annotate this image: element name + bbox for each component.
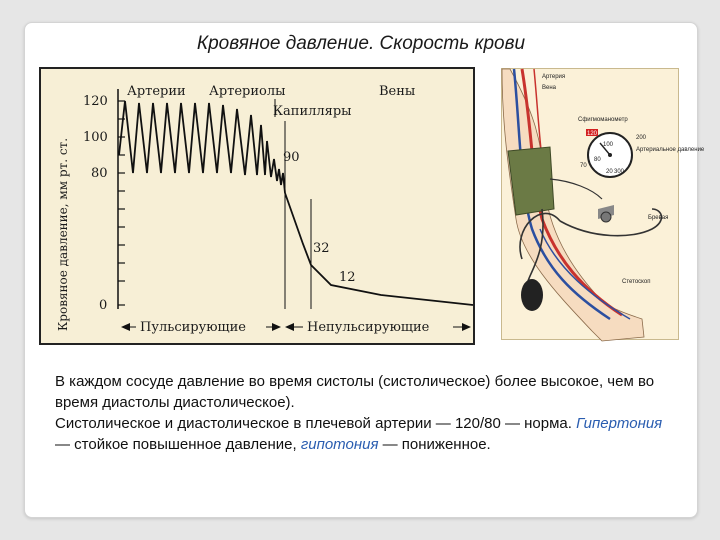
y-tick-100: 100 bbox=[83, 130, 108, 145]
point-label-12: 12 bbox=[339, 270, 356, 285]
y-tick-120: 120 bbox=[83, 94, 108, 109]
slide-title: Кровяное давление. Скорость крови bbox=[196, 33, 526, 54]
phase-label-pulsing: Пульсирующие bbox=[140, 320, 246, 335]
gauge-tick-100: 100 bbox=[603, 142, 614, 148]
label-brachial: Бревая bbox=[648, 215, 669, 221]
label-arteries: Артерии bbox=[127, 84, 186, 99]
term-hypotension: гипотония bbox=[300, 436, 379, 453]
inflation-bulb bbox=[521, 279, 543, 311]
arrow-pulsing-left-head bbox=[121, 323, 130, 331]
graph-canvas bbox=[41, 69, 477, 347]
arrow-pulsing-right-head bbox=[272, 323, 281, 331]
gauge-center bbox=[608, 153, 612, 157]
paragraph-1: В каждом сосуде давление во время систолы (систолическое) более высокое, чем во время диастолы диастолическое). bbox=[55, 373, 655, 411]
gauge-tube bbox=[550, 179, 602, 199]
paragraph-2 bbox=[55, 413, 675, 455]
slide bbox=[24, 22, 705, 518]
description-text bbox=[55, 371, 675, 455]
pressure-curve-pulsing bbox=[119, 101, 285, 193]
gauge-tick-20: 20 bbox=[606, 169, 613, 175]
y-tick-80: 80 bbox=[91, 166, 108, 181]
point-label-32: 32 bbox=[313, 241, 330, 256]
label-stethoscope: Стетоскоп bbox=[622, 279, 651, 285]
label-veins: Вены bbox=[379, 84, 416, 99]
gauge-tick-70: 70 bbox=[580, 163, 587, 169]
label-vein: Вена bbox=[542, 85, 556, 91]
paragraph-2-part-c: — пониженное. bbox=[378, 436, 491, 453]
paragraph-2-part-a: Систолическое и диастолическое в плечевой артерии — 120/80 — норма. bbox=[55, 415, 577, 432]
gauge-tick-80: 80 bbox=[594, 157, 601, 163]
phase-label-nonpulsing: Непульсирующие bbox=[307, 320, 430, 335]
y-axis-label: Кровяное давление, мм рт. ст. bbox=[56, 137, 70, 331]
label-arterioles: Артериолы bbox=[209, 84, 286, 99]
gauge-tick-300: 300 bbox=[614, 169, 625, 175]
arrow-nonpulsing-left-head bbox=[285, 323, 294, 331]
gauge-value: 120 bbox=[587, 131, 598, 137]
y-tick-0: 0 bbox=[99, 298, 108, 313]
label-sphygmomanometer: Сфигмоманометр bbox=[578, 117, 628, 123]
label-artery: Артерия bbox=[542, 74, 566, 80]
label-capillaries: Капилляры bbox=[273, 104, 352, 119]
paragraph-2-part-b: — стойкое повышенное давление, bbox=[55, 436, 301, 453]
blood-pressure-graph bbox=[39, 67, 475, 345]
stethoscope-head bbox=[601, 212, 611, 222]
label-arterial-pressure: Артериальное давление bbox=[636, 147, 705, 153]
sphygmomanometer-illustration bbox=[501, 68, 705, 340]
term-hypertension: Гипертония bbox=[576, 415, 663, 432]
point-label-90: 90 bbox=[283, 150, 300, 165]
arrow-nonpulsing-right-head bbox=[462, 323, 471, 331]
gauge-tick-200: 200 bbox=[636, 135, 647, 141]
arm-drawing bbox=[502, 69, 705, 341]
pressure-cuff bbox=[508, 147, 554, 215]
